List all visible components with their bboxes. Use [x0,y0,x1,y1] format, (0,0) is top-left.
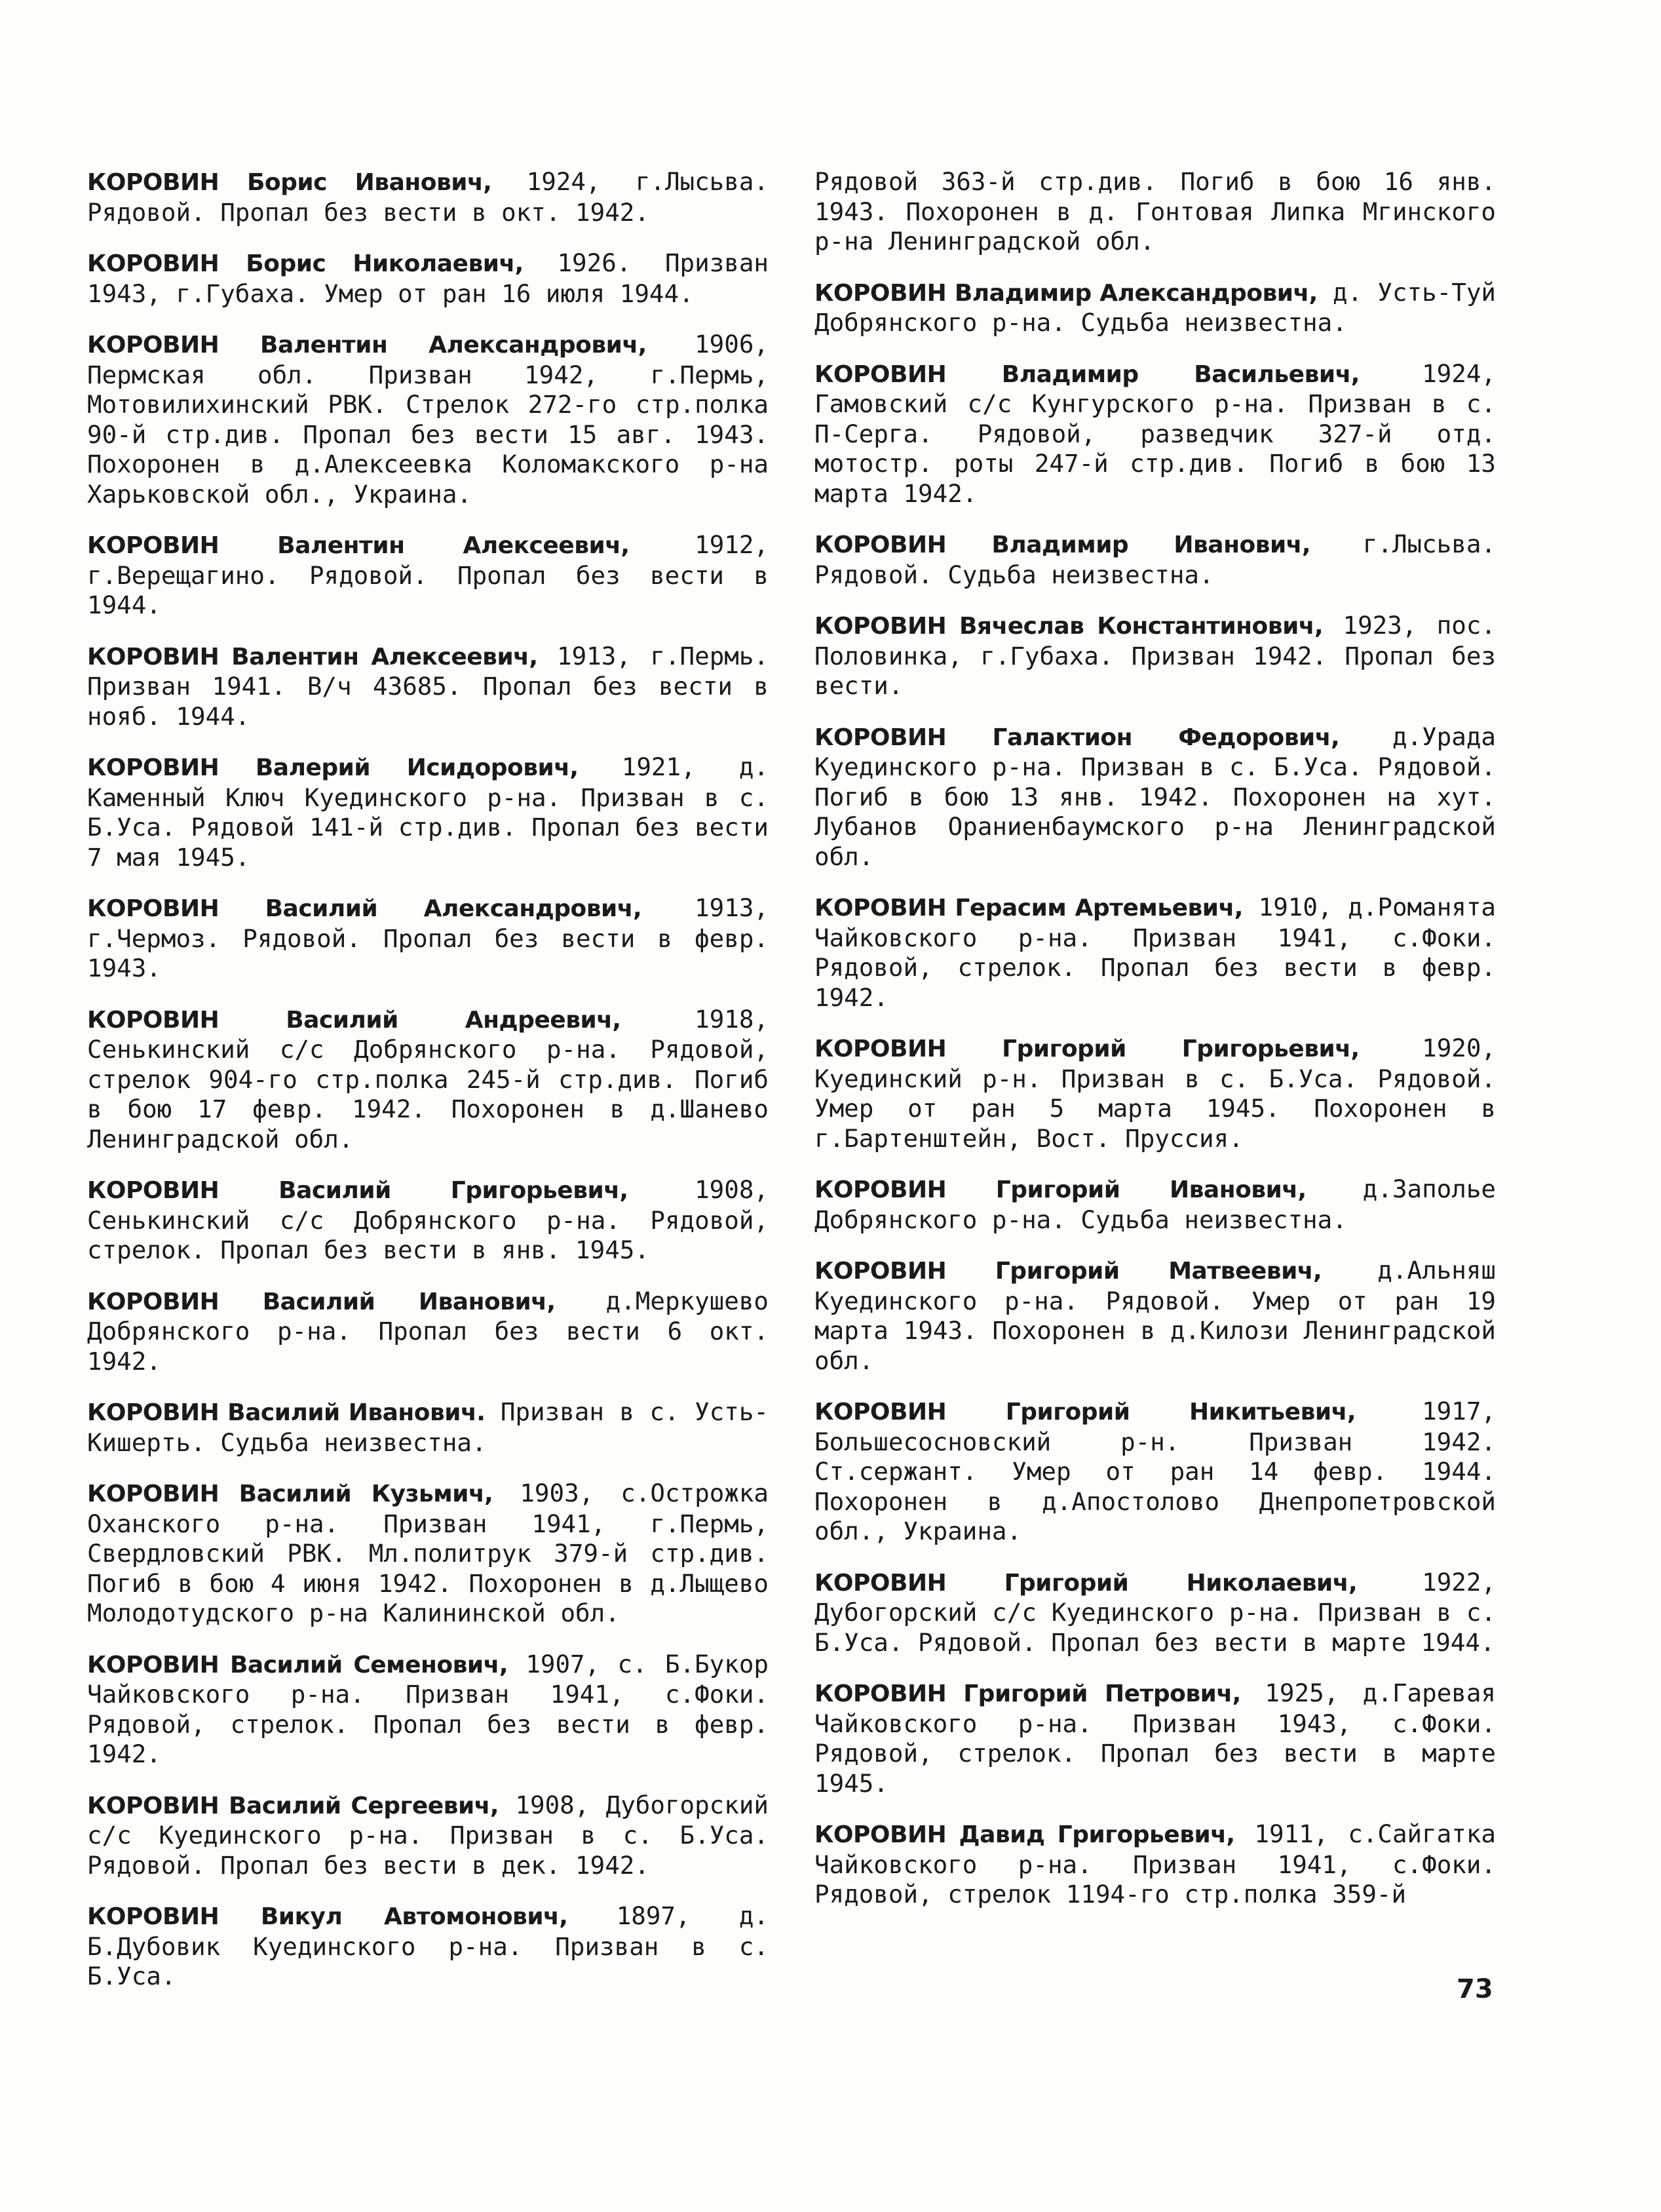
entry-text: 1922, Дубогорский с/с Куединского р-на. Призван в с. Б.Уса. Рядовой. Пропал без вести в марте 1944. [814,1567,1497,1657]
entry [87,1791,769,1881]
entry [814,1678,1496,1798]
entry-name: КОРОВИН Василий Сергеевич, [87,1792,499,1819]
entry-text: д.Урада Куединского р-на. Призван в с. Б.Уса. Рядовой. Погиб в бою 13 янв. 1942. Похоронен на хут. Лубанов Ораниенбаумского р-на Ленинградской обл. [814,722,1496,871]
entry-name: КОРОВИН Вячеслав Константинович, [814,613,1324,640]
entry [87,1287,769,1377]
entry-text: 1908, Сенькинский с/с Добрянского р-на. Рядовой, стрелок. Пропал без вести в янв. 1945. [87,1175,769,1264]
entry-text: 1907, с. Б.Букор Чайковского р-на. Призван 1941, с.Фоки. Рядовой, стрелок. Пропал без вести в февр. 1942. [87,1649,769,1768]
entry-name: КОРОВИН Григорий Матвеевич, [814,1258,1322,1285]
entry-text: д.Заполье Добрянского р-на. Судьба неизвестна. [814,1174,1496,1234]
entry [814,1397,1496,1547]
entry-text: 1913, г.Чермоз. Рядовой. Пропал без вести в февр. 1943. [87,893,769,982]
entry-text: 1913, г.Пермь. Призван 1941. В/ч 43685. Пропал без вести в нояб. 1944. [87,641,769,731]
entry [814,1819,1496,1910]
entry [814,722,1496,872]
entry-text: 1917, Большесосновский р-н. Призван 1942. Ст.сержант. Умер от ран 14 февр. 1944. Похоронен в д.Апостолово Днепропетровской обл., Украина. [814,1397,1496,1545]
entry-name: КОРОВИН Григорий Николаевич, [814,1569,1358,1597]
entry-name: КОРОВИН Борис Иванович, [87,169,492,196]
entry-text: г.Лысьва. Рядовой. Судьба неизвестна. [814,530,1496,589]
entry [814,359,1496,509]
entry-text: 1920, Куединский р-н. Призван в с. Б.Уса. Рядовой. Умер от ран 5 марта 1945. Похоронен в г.Бартенштейн, Вост. Пруссия. [814,1034,1496,1153]
entry-name: КОРОВИН Василий Александрович, [87,895,642,922]
entry-text: 1923, пос. Половинка, г.Губаха. Призван 1942. Пропал без вести. [814,611,1496,700]
entry [87,1650,769,1770]
entry-text: 1926. Призван 1943, г.Губаха. Умер от ран 16 июля 1944. [87,248,769,308]
entry-name: КОРОВИН Григорий Иванович, [814,1176,1307,1203]
entry-name: КОРОВИН Григорий Петрович, [814,1680,1241,1707]
entry-name: КОРОВИН Василий Семенович, [87,1651,508,1678]
entry [87,893,769,984]
entry [87,530,769,621]
entry-text: 1921, д. Каменный Ключ Куединского р-на. Призван в с. Б.Уса. Рядовой 141-й стр.див. Пропал без вести 7 мая 1945. [87,752,769,872]
entry-text: 1912, г.Верещагино. Рядовой. Пропал без вести в 1944. [87,530,769,619]
entry [814,1034,1496,1154]
entry [87,752,769,872]
entry [87,1479,769,1629]
entry-text: 1906, Пермская обл. Призван 1942, г.Пермь, Мотовилихинский РВК. Стрелок 272-го стр.полка 90-й стр.див. Пропал без вести 15 авг. 1943. Похоронен в д.Алексеевка Коломакского р-на Харьковской обл., Украина. [87,330,769,509]
entry-text: д. Усть-Туй Добрянского р-на. Судьба неизвестна. [814,277,1496,337]
entry-name: КОРОВИН Валентин Алексеевич, [87,532,630,559]
entry-name: КОРОВИН Василий Андреевич, [87,1006,621,1034]
entry-text: 1897, д. Б.Дубовик Куединского р-на. Призван в с. Б.Уса. [87,1901,769,1990]
entry-name: КОРОВИН Григорий Никитьевич, [814,1399,1356,1426]
entry [87,248,769,309]
entry [87,1005,769,1155]
entry-name: КОРОВИН Борис Николаевич, [87,250,524,277]
entry-text: 1918, Сенькинский с/с Добрянского р-на. Рядовой, стрелок 904-го стр.полка 245-й стр.див. Погиб в бою 17 февр. 1942. Похоронен в д.Шанево Ленинградской обл. [87,1004,769,1154]
entry [87,330,769,509]
entry-name: КОРОВИН Викул Автомонович, [87,1903,568,1930]
entry-name: КОРОВИН Василий Иванович, [87,1288,556,1315]
entry-text: д.Альняш Куединского р-на. Рядовой. Умер от ран 19 марта 1943. Похоронен в д.Килози Ленинградской обл. [814,1256,1496,1375]
entry-continuation [814,167,1496,257]
entry-text: 1903, с.Острожка Оханского р-на. Призван 1941, г.Пермь, Свердловский РВК. Мл.политрук 379-й стр.див. Погиб в бою 4 июня 1942. Похоронен в д.Лыщево Молодотудского р-на Калининской обл. [87,1479,769,1627]
entry-text: Призван в с. Усть-Кишерть. Судьба неизвестна. [87,1397,769,1457]
entry-name: КОРОВИН Галактион Федорович, [814,724,1340,751]
entry-text: 1925, д.Гаревая Чайковского р-на. Призван 1943, с.Фоки. Рядовой, стрелок. Пропал без вести в марте 1945. [814,1678,1496,1798]
entry-name: КОРОВИН Василий Григорьевич, [87,1177,628,1204]
entry-name: КОРОВИН Владимир Иванович, [814,532,1311,558]
entry [814,893,1496,1013]
page-number: 73 [1457,1974,1493,2004]
left-column [87,167,769,2013]
entry-text: Рядовой 363-й стр.див. Погиб в бою 16 янв. 1943. Похоронен в д. Гонтовая Липка Мгинского р-на Ленинградской обл. [814,167,1496,256]
entry-name: КОРОВИН Валерий Исидорович, [87,754,579,781]
entry [87,1175,769,1266]
entry-name: КОРОВИН Валентин Алексеевич, [87,643,538,670]
entry [87,1397,769,1458]
entry-text: 1911, с.Сайгатка Чайковского р-на. Призван 1941, с.Фоки. Рядовой, стрелок 1194-го стр.полка 359-й [814,1819,1496,1909]
entry [814,278,1496,338]
entry [814,1568,1496,1658]
entry [87,1901,769,1992]
entry-text: 1910, д.Романята Чайковского р-на. Призван 1941, с.Фоки. Рядовой, стрелок. Пропал без вести в февр. 1942. [814,893,1497,1012]
entry-text: 1908, Дубогорский с/с Куединского р-на. Призван в с. Б.Уса. Рядовой. Пропал без вести в дек. 1942. [87,1790,769,1880]
entry-name: КОРОВИН Григорий Григорьевич, [814,1036,1360,1062]
entry [814,1174,1496,1235]
entry-name: КОРОВИН Герасим Артемьевич, [814,895,1243,922]
entry [87,167,769,227]
entry [814,611,1496,701]
entry-text: д.Меркушево Добрянского р-на. Пропал без вести 6 окт. 1942. [87,1286,769,1376]
entry [814,530,1496,590]
entry-name: КОРОВИН Валентин Александрович, [87,332,647,359]
entry [814,1256,1496,1376]
entry-name: КОРОВИН Владимир Васильевич, [814,360,1360,388]
entry-text: 1924, г.Лысьва. Рядовой. Пропал без вести в окт. 1942. [87,167,769,227]
right-column [814,167,1496,1931]
entry-name: КОРОВИН Владимир Александрович, [814,279,1318,307]
entry-name: КОРОВИН Давид Григорьевич, [814,1821,1235,1848]
entry-name: КОРОВИН Василий Кузьмич, [87,1481,493,1507]
entry [87,642,769,732]
entry-text: 1924, Гамовский с/с Кунгурского р-на. Призван в с. П-Серга. Рядовой, разведчик 327-й отд. мотостр. роты 247-й стр.див. Погиб в бою 13 марта 1942. [814,359,1496,508]
entry-name: КОРОВИН Василий Иванович. [87,1399,486,1426]
